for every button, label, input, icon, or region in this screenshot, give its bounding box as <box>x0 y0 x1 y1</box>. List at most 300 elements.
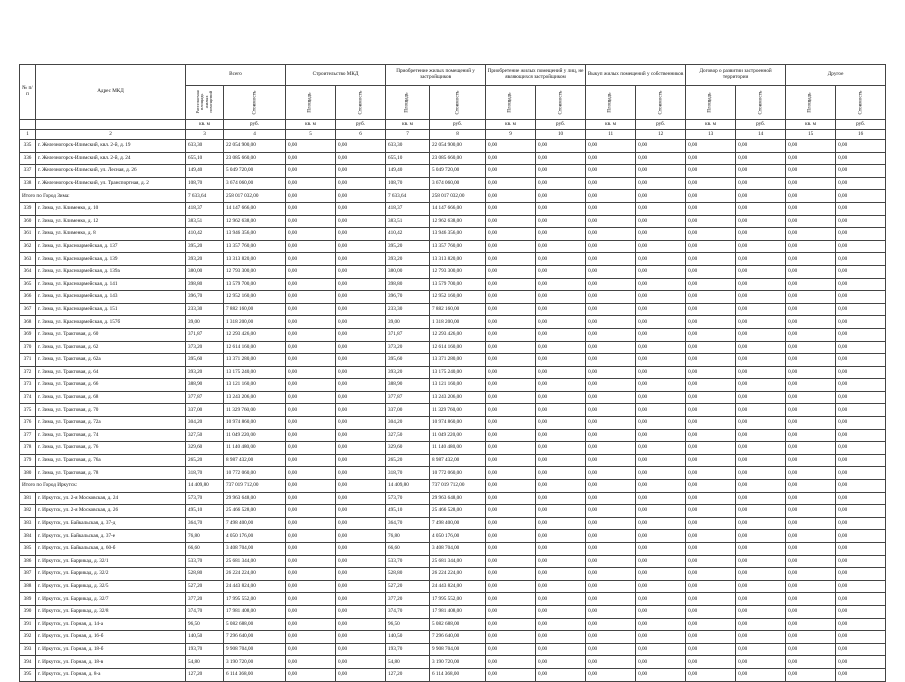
table-row <box>20 328 886 341</box>
total-cost-cell: 4 050 176,00 <box>224 530 286 543</box>
buyout-cost-cell: 0,00 <box>636 391 686 404</box>
row-number: 370 <box>20 341 36 354</box>
construction-cost-cell: 0,00 <box>336 543 386 556</box>
other-cost-cell: 0,00 <box>836 618 886 631</box>
unit-cost: руб. <box>636 120 686 130</box>
construction-cost-cell: 0,00 <box>336 354 386 367</box>
construction-cost-cell: 0,00 <box>336 417 386 430</box>
address-cell: г. Железногорск-Илимский, квл. 2-й, д. 24 <box>36 152 186 165</box>
other-cost-cell: 0,00 <box>836 165 886 178</box>
total-area-cell: 233,30 <box>186 303 224 316</box>
purchase-dev-area-cell: 374,70 <box>386 605 430 618</box>
purchase-dev-cost-cell: 25 681 344,00 <box>430 555 486 568</box>
address-cell: г. Зима, ул. Красноармейская, д. 157б <box>36 316 186 329</box>
agreement-cost-cell: 0,00 <box>736 303 786 316</box>
construction-area-cell: 0,00 <box>286 366 336 379</box>
address-cell: г. Иркутск, ул. Горная, д. 14-а <box>36 618 186 631</box>
purchase-dev-cost-cell: 17 981 408,00 <box>430 605 486 618</box>
sub-cost: Стоимость <box>536 86 586 120</box>
purchase-other-cost-cell: 0,00 <box>536 190 586 203</box>
construction-cost-cell: 0,00 <box>336 177 386 190</box>
row-number: 380 <box>20 467 36 480</box>
agreement-area-cell: 0,00 <box>686 580 736 593</box>
other-cost-cell: 0,00 <box>836 265 886 278</box>
purchase-dev-cost-cell: 3 674 060,00 <box>430 177 486 190</box>
purchase-other-area-cell: 0,00 <box>486 253 536 266</box>
agreement-cost-cell: 0,00 <box>736 631 786 644</box>
purchase-dev-cost-cell: 6 114 368,00 <box>430 668 486 681</box>
construction-area-cell: 0,00 <box>286 404 336 417</box>
agreement-area-cell: 0,00 <box>686 341 736 354</box>
agreement-cost-cell: 0,00 <box>736 140 786 153</box>
construction-cost-cell: 0,00 <box>336 240 386 253</box>
row-number: 393 <box>20 643 36 656</box>
row-number: 369 <box>20 328 36 341</box>
address-cell: г. Зима, ул. Трактовая, д. 62 <box>36 341 186 354</box>
purchase-other-cost-cell: 0,00 <box>536 240 586 253</box>
buyout-cost-cell: 0,00 <box>636 140 686 153</box>
total-cost-cell: 13 946 356,00 <box>224 228 286 241</box>
row-number: 362 <box>20 240 36 253</box>
construction-cost-cell: 0,00 <box>336 404 386 417</box>
table-row <box>20 631 886 644</box>
other-area-cell: 0,00 <box>786 454 836 467</box>
purchase-dev-cost-cell: 5 049 720,00 <box>430 165 486 178</box>
table-row <box>20 530 886 543</box>
purchase-dev-area-cell: 396,70 <box>386 291 430 304</box>
buyout-cost-cell: 0,00 <box>636 202 686 215</box>
purchase-dev-area-cell: 528,80 <box>386 568 430 581</box>
group-construction: Строительство МКД <box>286 65 386 86</box>
col-number: 3 <box>186 130 224 140</box>
other-area-cell: 0,00 <box>786 215 836 228</box>
sub-cost: Стоимость <box>836 86 886 120</box>
other-area-cell: 0,00 <box>786 467 836 480</box>
unit-cost: руб. <box>224 120 286 130</box>
unit-area: кв. м <box>786 120 836 130</box>
buyout-area-cell: 0,00 <box>586 605 636 618</box>
purchase-dev-cost-cell: 258 017 032,00 <box>430 190 486 203</box>
purchase-dev-cost-cell: 7 882 160,00 <box>430 303 486 316</box>
purchase-dev-area-cell: 388,90 <box>386 379 430 392</box>
purchase-dev-area-cell: 495,10 <box>386 505 430 518</box>
agreement-area-cell: 0,00 <box>686 291 736 304</box>
total-area-cell: 373,20 <box>186 341 224 354</box>
units-row <box>20 120 886 130</box>
table-row <box>20 429 886 442</box>
address-cell: г. Зима, ул. Красноармейская, д. 141 <box>36 278 186 291</box>
other-cost-cell: 0,00 <box>836 354 886 367</box>
agreement-area-cell: 0,00 <box>686 517 736 530</box>
other-area-cell: 0,00 <box>786 140 836 153</box>
agreement-cost-cell: 0,00 <box>736 265 786 278</box>
purchase-other-cost-cell: 0,00 <box>536 404 586 417</box>
construction-area-cell: 0,00 <box>286 202 336 215</box>
construction-cost-cell: 0,00 <box>336 366 386 379</box>
total-area-cell: 395,20 <box>186 240 224 253</box>
unit-area: кв. м <box>686 120 736 130</box>
construction-area-cell: 0,00 <box>286 140 336 153</box>
row-number: 338 <box>20 177 36 190</box>
buyout-area-cell: 0,00 <box>586 530 636 543</box>
buyout-area-cell: 0,00 <box>586 555 636 568</box>
purchase-other-cost-cell: 0,00 <box>536 379 586 392</box>
construction-cost-cell: 0,00 <box>336 341 386 354</box>
agreement-area-cell: 0,00 <box>686 366 736 379</box>
row-number: 337 <box>20 165 36 178</box>
construction-cost-cell: 0,00 <box>336 442 386 455</box>
address-cell: г. Зима, ул. Трактовая, д. 64 <box>36 366 186 379</box>
total-area-cell: 193,70 <box>186 643 224 656</box>
num-col-header: № п/п <box>20 65 36 120</box>
construction-area-cell: 0,00 <box>286 341 336 354</box>
other-cost-cell: 0,00 <box>836 643 886 656</box>
purchase-dev-area-cell: 573,70 <box>386 492 430 505</box>
purchase-other-cost-cell: 0,00 <box>536 354 586 367</box>
total-area-cell: 364,70 <box>186 517 224 530</box>
total-cost-cell: 12 962 638,00 <box>224 215 286 228</box>
construction-area-cell: 0,00 <box>286 492 336 505</box>
agreement-cost-cell: 0,00 <box>736 316 786 329</box>
other-area-cell: 0,00 <box>786 605 836 618</box>
table-row <box>20 228 886 241</box>
construction-area-cell: 0,00 <box>286 480 336 493</box>
table-header <box>20 65 886 140</box>
other-area-cell: 0,00 <box>786 593 836 606</box>
row-number: 379 <box>20 454 36 467</box>
other-area-cell: 0,00 <box>786 530 836 543</box>
purchase-dev-cost-cell: 11 329 760,00 <box>430 404 486 417</box>
row-number: 389 <box>20 593 36 606</box>
other-cost-cell: 0,00 <box>836 316 886 329</box>
address-cell: г. Зима, ул. Трактовая, д. 78 <box>36 467 186 480</box>
construction-area-cell: 0,00 <box>286 379 336 392</box>
address-cell: г. Зима, ул. Красноармейская, д. 139а <box>36 265 186 278</box>
sub-area: Площадь <box>686 86 736 120</box>
purchase-dev-cost-cell: 12 793 300,00 <box>430 265 486 278</box>
purchase-other-area-cell: 0,00 <box>486 467 536 480</box>
other-area-cell: 0,00 <box>786 341 836 354</box>
unit-area: кв. м <box>186 120 224 130</box>
purchase-other-area-cell: 0,00 <box>486 177 536 190</box>
buyout-cost-cell: 0,00 <box>636 354 686 367</box>
construction-area-cell: 0,00 <box>286 442 336 455</box>
buyout-area-cell: 0,00 <box>586 631 636 644</box>
total-cost-cell: 9 908 704,00 <box>224 643 286 656</box>
construction-area-cell: 0,00 <box>286 605 336 618</box>
sub-cost: Стоимость <box>224 86 286 120</box>
address-cell: г. Иркутск, ул. Горная, д. 8-а <box>36 668 186 681</box>
buyout-cost-cell: 0,00 <box>636 467 686 480</box>
other-cost-cell: 0,00 <box>836 555 886 568</box>
buyout-area-cell: 0,00 <box>586 202 636 215</box>
buyout-area-cell: 0,00 <box>586 291 636 304</box>
purchase-dev-area-cell: 337,00 <box>386 404 430 417</box>
agreement-area-cell: 0,00 <box>686 618 736 631</box>
construction-area-cell: 0,00 <box>286 278 336 291</box>
unit-cost: руб. <box>336 120 386 130</box>
purchase-other-area-cell: 0,00 <box>486 543 536 556</box>
total-area-cell: 14 409,80 <box>186 480 224 493</box>
col-number: 10 <box>536 130 586 140</box>
agreement-cost-cell: 0,00 <box>736 165 786 178</box>
table-row <box>20 605 886 618</box>
purchase-dev-area-cell: 410,42 <box>386 228 430 241</box>
other-area-cell: 0,00 <box>786 555 836 568</box>
purchase-other-cost-cell: 0,00 <box>536 580 586 593</box>
table-row <box>20 593 886 606</box>
purchase-other-area-cell: 0,00 <box>486 265 536 278</box>
purchase-other-area-cell: 0,00 <box>486 366 536 379</box>
purchase-other-area-cell: 0,00 <box>486 656 536 669</box>
purchase-dev-area-cell: 39,00 <box>386 316 430 329</box>
address-cell: г. Железногорск-Илимский, ул. Лесная, д. 26 <box>36 165 186 178</box>
total-area-cell: 395,60 <box>186 354 224 367</box>
total-area-cell: 633,30 <box>186 140 224 153</box>
other-cost-cell: 0,00 <box>836 140 886 153</box>
total-cost-cell: 13 243 206,00 <box>224 391 286 404</box>
purchase-other-cost-cell: 0,00 <box>536 328 586 341</box>
table-row <box>20 215 886 228</box>
total-area-cell: 374,70 <box>186 605 224 618</box>
buyout-area-cell: 0,00 <box>586 190 636 203</box>
row-number: 367 <box>20 303 36 316</box>
sub-area: Площадь <box>386 86 430 120</box>
purchase-other-area-cell: 0,00 <box>486 328 536 341</box>
agreement-cost-cell: 0,00 <box>736 605 786 618</box>
col-number: 8 <box>430 130 486 140</box>
other-cost-cell: 0,00 <box>836 656 886 669</box>
total-cost-cell: 13 579 700,00 <box>224 278 286 291</box>
buyout-cost-cell: 0,00 <box>636 253 686 266</box>
other-area-cell: 0,00 <box>786 366 836 379</box>
buyout-area-cell: 0,00 <box>586 278 636 291</box>
agreement-cost-cell: 0,00 <box>736 391 786 404</box>
table-row <box>20 505 886 518</box>
agreement-area-cell: 0,00 <box>686 253 736 266</box>
purchase-other-area-cell: 0,00 <box>486 291 536 304</box>
construction-cost-cell: 0,00 <box>336 580 386 593</box>
other-cost-cell: 0,00 <box>836 366 886 379</box>
table-row <box>20 165 886 178</box>
agreement-cost-cell: 0,00 <box>736 543 786 556</box>
purchase-other-area-cell: 0,00 <box>486 202 536 215</box>
row-number: 377 <box>20 429 36 442</box>
construction-cost-cell: 0,00 <box>336 492 386 505</box>
purchase-dev-cost-cell: 5 082 688,00 <box>430 618 486 631</box>
col-number: 13 <box>686 130 736 140</box>
purchase-dev-area-cell: 633,30 <box>386 140 430 153</box>
purchase-other-area-cell: 0,00 <box>486 530 536 543</box>
agreement-area-cell: 0,00 <box>686 668 736 681</box>
col-number: 2 <box>36 130 186 140</box>
buyout-cost-cell: 0,00 <box>636 303 686 316</box>
purchase-other-area-cell: 0,00 <box>486 391 536 404</box>
buyout-cost-cell: 0,00 <box>636 404 686 417</box>
purchase-dev-area-cell: 329,60 <box>386 442 430 455</box>
agreement-area-cell: 0,00 <box>686 631 736 644</box>
other-cost-cell: 0,00 <box>836 253 886 266</box>
address-cell: г. Иркутск, ул. Байкальская, д. 37-е <box>36 530 186 543</box>
purchase-dev-area-cell: 66,60 <box>386 543 430 556</box>
col-number: 12 <box>636 130 686 140</box>
address-cell: г. Зима, ул. Трактовая, д. 68 <box>36 391 186 404</box>
address-cell: г. Железногорск-Илимский, ул. Транспортная, д. 2 <box>36 177 186 190</box>
purchase-dev-cost-cell: 11 049 220,00 <box>430 429 486 442</box>
housing-table-sheet <box>19 64 886 682</box>
unit-cost: руб. <box>430 120 486 130</box>
construction-area-cell: 0,00 <box>286 555 336 568</box>
agreement-area-cell: 0,00 <box>686 177 736 190</box>
address-cell: г. Иркутск, ул. Баррикад, д. 32/7 <box>36 593 186 606</box>
purchase-other-cost-cell: 0,00 <box>536 215 586 228</box>
address-cell: г. Зима, ул. Красноармейская, д. 137 <box>36 240 186 253</box>
construction-cost-cell: 0,00 <box>336 215 386 228</box>
table-body <box>20 140 886 682</box>
row-number: 395 <box>20 668 36 681</box>
buyout-area-cell: 0,00 <box>586 505 636 518</box>
buyout-area-cell: 0,00 <box>586 643 636 656</box>
sub-cost: Стоимость <box>430 86 486 120</box>
buyout-cost-cell: 0,00 <box>636 291 686 304</box>
total-area-cell: 7 633,64 <box>186 190 224 203</box>
sub-cost: Стоимость <box>336 86 386 120</box>
total-area-cell: 108,70 <box>186 177 224 190</box>
total-area-cell: 140,50 <box>186 631 224 644</box>
purchase-other-cost-cell: 0,00 <box>536 366 586 379</box>
agreement-cost-cell: 0,00 <box>736 202 786 215</box>
purchase-other-cost-cell: 0,00 <box>536 631 586 644</box>
purchase-dev-area-cell: 373,20 <box>386 341 430 354</box>
col-number: 16 <box>836 130 886 140</box>
purchase-dev-area-cell: 383,51 <box>386 215 430 228</box>
purchase-dev-cost-cell: 3 190 720,00 <box>430 656 486 669</box>
construction-cost-cell: 0,00 <box>336 605 386 618</box>
table-row <box>20 152 886 165</box>
purchase-other-area-cell: 0,00 <box>486 668 536 681</box>
agreement-area-cell: 0,00 <box>686 202 736 215</box>
other-cost-cell: 0,00 <box>836 492 886 505</box>
construction-cost-cell: 0,00 <box>336 555 386 568</box>
agreement-cost-cell: 0,00 <box>736 454 786 467</box>
other-area-cell: 0,00 <box>786 580 836 593</box>
purchase-dev-area-cell: 7 633,64 <box>386 190 430 203</box>
other-cost-cell: 0,00 <box>836 517 886 530</box>
construction-area-cell: 0,00 <box>286 593 336 606</box>
buyout-area-cell: 0,00 <box>586 580 636 593</box>
purchase-other-area-cell: 0,00 <box>486 618 536 631</box>
total-cost-cell: 5 049 720,00 <box>224 165 286 178</box>
purchase-other-cost-cell: 0,00 <box>536 530 586 543</box>
other-area-cell: 0,00 <box>786 328 836 341</box>
purchase-other-cost-cell: 0,00 <box>536 391 586 404</box>
purchase-other-cost-cell: 0,00 <box>536 278 586 291</box>
address-cell: г. Иркутск, ул. Баррикад, д. 32/1 <box>36 555 186 568</box>
purchase-other-area-cell: 0,00 <box>486 240 536 253</box>
agreement-cost-cell: 0,00 <box>736 215 786 228</box>
agreement-cost-cell: 0,00 <box>736 291 786 304</box>
agreement-cost-cell: 0,00 <box>736 228 786 241</box>
construction-cost-cell: 0,00 <box>336 480 386 493</box>
row-number: 372 <box>20 366 36 379</box>
sub-cost: Стоимость <box>636 86 686 120</box>
unit-cost: руб. <box>836 120 886 130</box>
address-cell: г. Иркутск, ул. Горная, д. 18-в <box>36 656 186 669</box>
construction-area-cell: 0,00 <box>286 505 336 518</box>
purchase-dev-cost-cell: 13 946 356,00 <box>430 228 486 241</box>
construction-cost-cell: 0,00 <box>336 467 386 480</box>
construction-cost-cell: 0,00 <box>336 190 386 203</box>
row-number: 374 <box>20 391 36 404</box>
purchase-other-cost-cell: 0,00 <box>536 228 586 241</box>
construction-cost-cell: 0,00 <box>336 454 386 467</box>
agreement-area-cell: 0,00 <box>686 505 736 518</box>
construction-cost-cell: 0,00 <box>336 379 386 392</box>
unit-area: кв. м <box>486 120 536 130</box>
buyout-cost-cell: 0,00 <box>636 316 686 329</box>
buyout-cost-cell: 0,00 <box>636 341 686 354</box>
row-number: 385 <box>20 543 36 556</box>
purchase-other-area-cell: 0,00 <box>486 215 536 228</box>
purchase-dev-cost-cell: 13 121 160,00 <box>430 379 486 392</box>
unit-area: кв. м <box>586 120 636 130</box>
purchase-other-area-cell: 0,00 <box>486 492 536 505</box>
purchase-other-area-cell: 0,00 <box>486 429 536 442</box>
address-cell: г. Иркутск, ул. Баррикад, д. 32/8 <box>36 605 186 618</box>
purchase-dev-area-cell: 318,70 <box>386 467 430 480</box>
row-number: 361 <box>20 228 36 241</box>
total-cost-cell: 1 318 200,00 <box>224 316 286 329</box>
agreement-area-cell: 0,00 <box>686 140 736 153</box>
buyout-cost-cell: 0,00 <box>636 429 686 442</box>
construction-area-cell: 0,00 <box>286 253 336 266</box>
purchase-dev-cost-cell: 13 243 206,00 <box>430 391 486 404</box>
construction-area-cell: 0,00 <box>286 643 336 656</box>
purchase-other-area-cell: 0,00 <box>486 316 536 329</box>
row-number: 364 <box>20 265 36 278</box>
purchase-other-cost-cell: 0,00 <box>536 492 586 505</box>
other-cost-cell: 0,00 <box>836 341 886 354</box>
construction-area-cell: 0,00 <box>286 417 336 430</box>
purchase-other-cost-cell: 0,00 <box>536 668 586 681</box>
purchase-other-cost-cell: 0,00 <box>536 505 586 518</box>
purchase-dev-cost-cell: 26 224 224,00 <box>430 568 486 581</box>
total-cost-cell: 12 793 300,00 <box>224 265 286 278</box>
other-area-cell: 0,00 <box>786 165 836 178</box>
buyout-area-cell: 0,00 <box>586 404 636 417</box>
address-cell: г. Железногорск-Илимский, квл. 2-й, д. 19 <box>36 140 186 153</box>
other-area-cell: 0,00 <box>786 442 836 455</box>
total-area-cell: 377,87 <box>186 391 224 404</box>
other-cost-cell: 0,00 <box>836 152 886 165</box>
address-cell: г. Зима, ул. Трактовая, д. 76 <box>36 442 186 455</box>
other-area-cell: 0,00 <box>786 568 836 581</box>
row-number: 373 <box>20 379 36 392</box>
construction-cost-cell: 0,00 <box>336 328 386 341</box>
agreement-area-cell: 0,00 <box>686 643 736 656</box>
agreement-area-cell: 0,00 <box>686 228 736 241</box>
total-area-cell: 396,70 <box>186 291 224 304</box>
buyout-cost-cell: 0,00 <box>636 328 686 341</box>
total-area-cell: 39,00 <box>186 316 224 329</box>
housing-table <box>19 64 886 682</box>
buyout-cost-cell: 0,00 <box>636 454 686 467</box>
purchase-dev-area-cell: 76,80 <box>386 530 430 543</box>
construction-cost-cell: 0,00 <box>336 228 386 241</box>
construction-cost-cell: 0,00 <box>336 429 386 442</box>
agreement-cost-cell: 0,00 <box>736 417 786 430</box>
construction-area-cell: 0,00 <box>286 568 336 581</box>
